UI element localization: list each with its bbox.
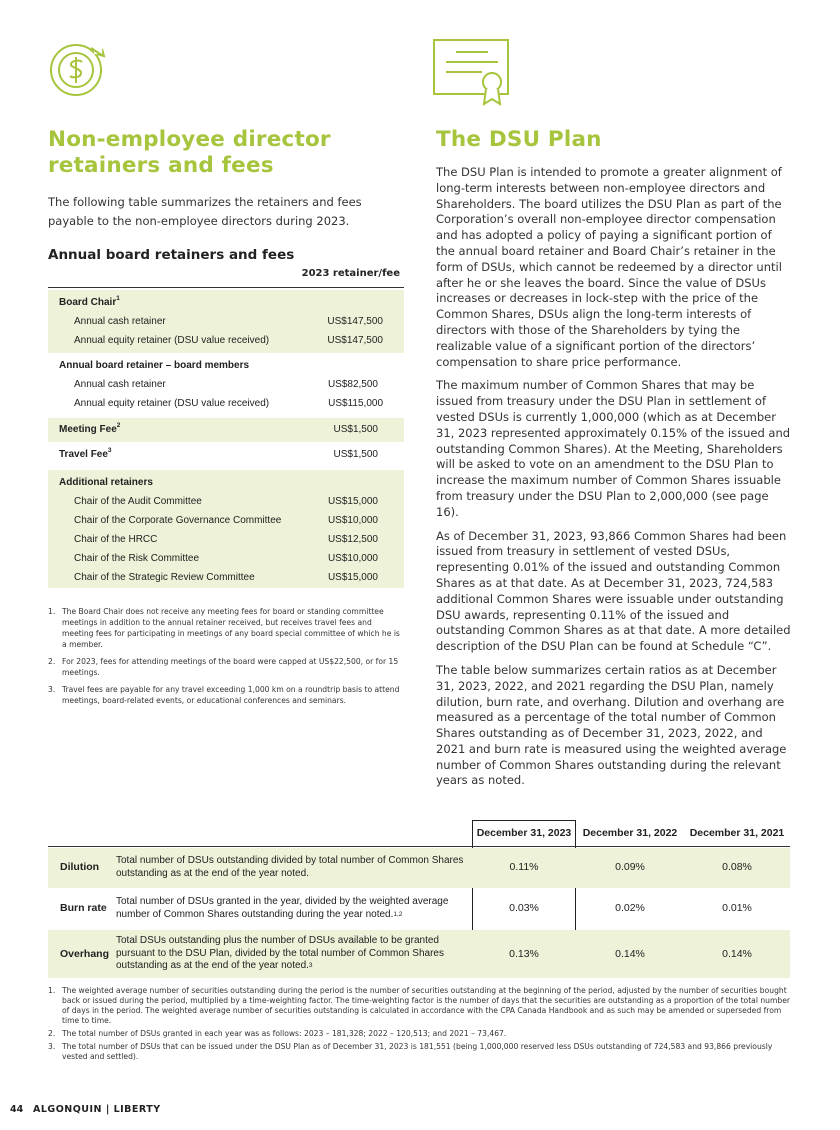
row-description: Total DSUs outstanding plus the number of DSUs available to be granted pursuant to the DSU Plan, divided by the total number of Common Shares outstanding as at the end of the year noted. (116, 935, 444, 971)
value-2022: 0.09% (615, 861, 645, 873)
table-row (48, 420, 404, 439)
footnote: 3. Travel fees are payable for any travel exceeding 1,000 km on a roundtrip basis to attend meetings, board-related events, or educational conferences and seminars. (48, 685, 400, 705)
table-row (48, 394, 404, 413)
value-2023: 0.13% (509, 948, 539, 960)
board-chair-block (48, 290, 404, 353)
board-members-label: Annual board retainer – board members (59, 360, 250, 371)
row-value: US$12,500 (327, 534, 378, 545)
row-label: Chair of the Audit Committee (74, 496, 202, 507)
table-row (48, 331, 404, 350)
table-row (48, 473, 404, 492)
certificate-icon (432, 38, 514, 108)
row-label: Dilution (60, 861, 100, 873)
table-row (48, 530, 404, 549)
column-header-2023: December 31, 2023 (476, 827, 572, 839)
value-2022: 0.14% (615, 948, 645, 960)
section-heading-dsu-plan: The DSU Plan (436, 127, 602, 152)
row-label: Chair of the Risk Committee (74, 553, 200, 564)
value-2023: 0.03% (509, 902, 539, 914)
row-label: Burn rate (60, 902, 107, 914)
row-value: US$10,000 (327, 553, 378, 564)
retainer-column-header: 2023 retainer/fee (301, 268, 400, 279)
table-row (48, 568, 404, 587)
row-label: Overhang (60, 948, 110, 960)
retainer-footnotes (48, 606, 404, 712)
row-description: Total number of DSUs outstanding divided by total number of Common Shares outstanding as at the end of the year noted. (116, 855, 464, 879)
table-header (48, 820, 790, 846)
row-label: Annual equity retainer (DSU value received) (74, 335, 270, 346)
footnote: 2. For 2023, fees for attending meetings of the board were capped at US$22,500, or for 15 meetings. (48, 657, 399, 677)
value-2023: 0.11% (509, 861, 539, 873)
section-heading-retainers: Non-employee director retainers and fees (48, 127, 331, 178)
additional-retainers-label: Additional retainers (59, 477, 153, 488)
value-2021: 0.14% (722, 948, 752, 960)
brand-name: ALGONQUIN | LIBERTY (33, 1104, 161, 1115)
row-value: US$115,000 (328, 398, 383, 409)
row-description: Total number of DSUs granted in the year, divided by the weighted average number of Common Shares outstanding during the year noted. (116, 896, 449, 920)
travel-fee-label: Travel Fee (59, 449, 108, 460)
table-row (48, 445, 404, 464)
page-number: 44 (10, 1104, 24, 1115)
travel-fee-block (48, 444, 404, 466)
table-row (48, 549, 404, 568)
row-value: US$15,000 (327, 572, 378, 583)
row-label: Chair of the Strategic Review Committee (74, 572, 255, 583)
dollar-cycle-icon (47, 38, 109, 100)
row-label: Chair of the Corporate Governance Committee (74, 515, 282, 526)
paragraph: The DSU Plan is intended to promote a greater alignment of long-term interests between non-employee directors and Shareholders. The board utilizes the DSU Plan as part of the Corporation’s overall non-employee director compensation and has adopted a policy of paying a significant portion of the annual board retainer and Board Chair’s retainer in the form of DSUs, which cannot be redeemed by a director until after he or she leaves the board. Since the value of DSUs increases or decreases in lock-step with the price of the Common Shares, DSUs align the long-term interests of directors with those of the Shareholders by tying the realizable value of a significant portion of the directors’ compensation to share price performance. (436, 165, 782, 369)
row-label: Annual equity retainer (DSU value received) (74, 398, 270, 409)
value-2022: 0.02% (615, 902, 645, 914)
table-header-rule (48, 287, 404, 288)
retainers-intro: The following table summarizes the retainers and fees payable to the non-employee directors during 2023. (48, 195, 362, 228)
table-row (48, 492, 404, 511)
footnote: 1. The weighted average number of securities outstanding during the period is the number of securities outstanding at the beginning of the period, adjusted by the number of securities bought back or issued during the period, multiplied by a time-weighting factor. The time-weighting factor is the number of days that the securities are outstanding as a proportion of the total number of days in the period. The weighted average number of securities outstanding is calculated in accordance with the CPA Canada Handbook and as such may be amended or superseded from time to time. (48, 986, 790, 1025)
row-label: Chair of the HRCC (74, 534, 158, 545)
row-label: Annual cash retainer (74, 379, 166, 390)
value-2021: 0.01% (722, 902, 752, 914)
table-row (48, 511, 404, 530)
footnote-ref: 1,2 (393, 910, 403, 918)
table-row-overhang (48, 930, 790, 978)
column-header-2021: December 31, 2021 (689, 827, 785, 839)
row-value: US$147,500 (327, 316, 383, 327)
table-row (48, 356, 404, 375)
column-header-2022: December 31, 2022 (582, 827, 678, 839)
additional-retainers-block (48, 470, 404, 588)
paragraph: The table below summarizes certain ratios as at December 31, 2023, 2022, and 2021 regarding the DSU Plan, namely dilution, burn rate, and overhang. Dilution and overhang are measured as a percentage of the total number of Common Shares outstanding as of December 31, 2023, 2022, and 2021 and burn rate is measured using the weighted average number of Common Shares outstanding during the relevant years as noted. (436, 662, 787, 788)
footnote-ref: 3 (308, 962, 313, 969)
footnote: 1. The Board Chair does not receive any meeting fees for board or standing committee meetings in addition to the annual retainer received, but receives travel fees and meeting fees for participating in meetings of any board special committee of which he is a member. (48, 607, 400, 649)
row-value: US$147,500 (327, 335, 383, 346)
footnote: 2. The total number of DSUs granted in each year was as follows: 2023 – 181,328; 2022 – 120,513; and 2021 – 73,467. (48, 1029, 507, 1038)
board-chair-label: Board Chair (59, 297, 117, 308)
ratio-footnotes (48, 986, 790, 1065)
row-value: US$15,000 (327, 496, 378, 507)
meeting-fee-block (48, 418, 404, 442)
board-members-block (48, 356, 404, 413)
table-row (48, 293, 404, 312)
row-value: US$82,500 (327, 379, 378, 390)
value-2021: 0.08% (722, 861, 752, 873)
retainer-table-title: Annual board retainers and fees (48, 247, 295, 263)
table-row (48, 312, 404, 331)
meeting-fee-value: US$1,500 (333, 424, 378, 435)
dsu-plan-body (436, 165, 794, 797)
table-row-dilution (48, 848, 790, 888)
footnote: 3. The total number of DSUs that can be issued under the DSU Plan as of December 31, 2023 is 181,551 (being 1,000,000 reserved less DSUs outstanding of 724,583 and 93,866 previously vested and settled). (48, 1042, 773, 1061)
row-label: Annual cash retainer (74, 316, 166, 327)
footnote-ref: 1 (116, 295, 120, 302)
paragraph: The maximum number of Common Shares that may be issued from treasury under the DSU Plan in settlement of vested DSUs is currently 1,000,000 (which as at December 31, 2023 represented approximately 0.15% of the issued and outstanding Common Shares). At the Meeting, Shareholders will be asked to vote on an amendment to the DSU Plan to increase the maximum number of Common Shares issuable from treasury under the DSU Plan to 2,000,000 (see page 16). (436, 378, 791, 519)
table-row-burn-rate (48, 888, 790, 930)
row-value: US$10,000 (327, 515, 378, 526)
table-header-rule (48, 846, 790, 847)
footnote-ref: 3 (107, 447, 112, 454)
travel-fee-value: US$1,500 (333, 449, 378, 460)
footnote-ref: 2 (116, 422, 121, 429)
dsu-ratio-table (48, 820, 790, 971)
meeting-fee-label: Meeting Fee (59, 424, 117, 435)
table-row (48, 375, 404, 394)
paragraph: As of December 31, 2023, 93,866 Common Shares had been issued from treasury in settlement of vested DSUs, representing 0.01% of the issued and outstanding Common Shares as at that date. As at December 31, 2023, 724,583 additional Common Shares were issuable under outstanding DSU awards, representing 0.11% of the issued and outstanding Common Shares as at that date. A more detailed description of the DSU Plan can be found at Schedule “C”. (436, 528, 791, 654)
